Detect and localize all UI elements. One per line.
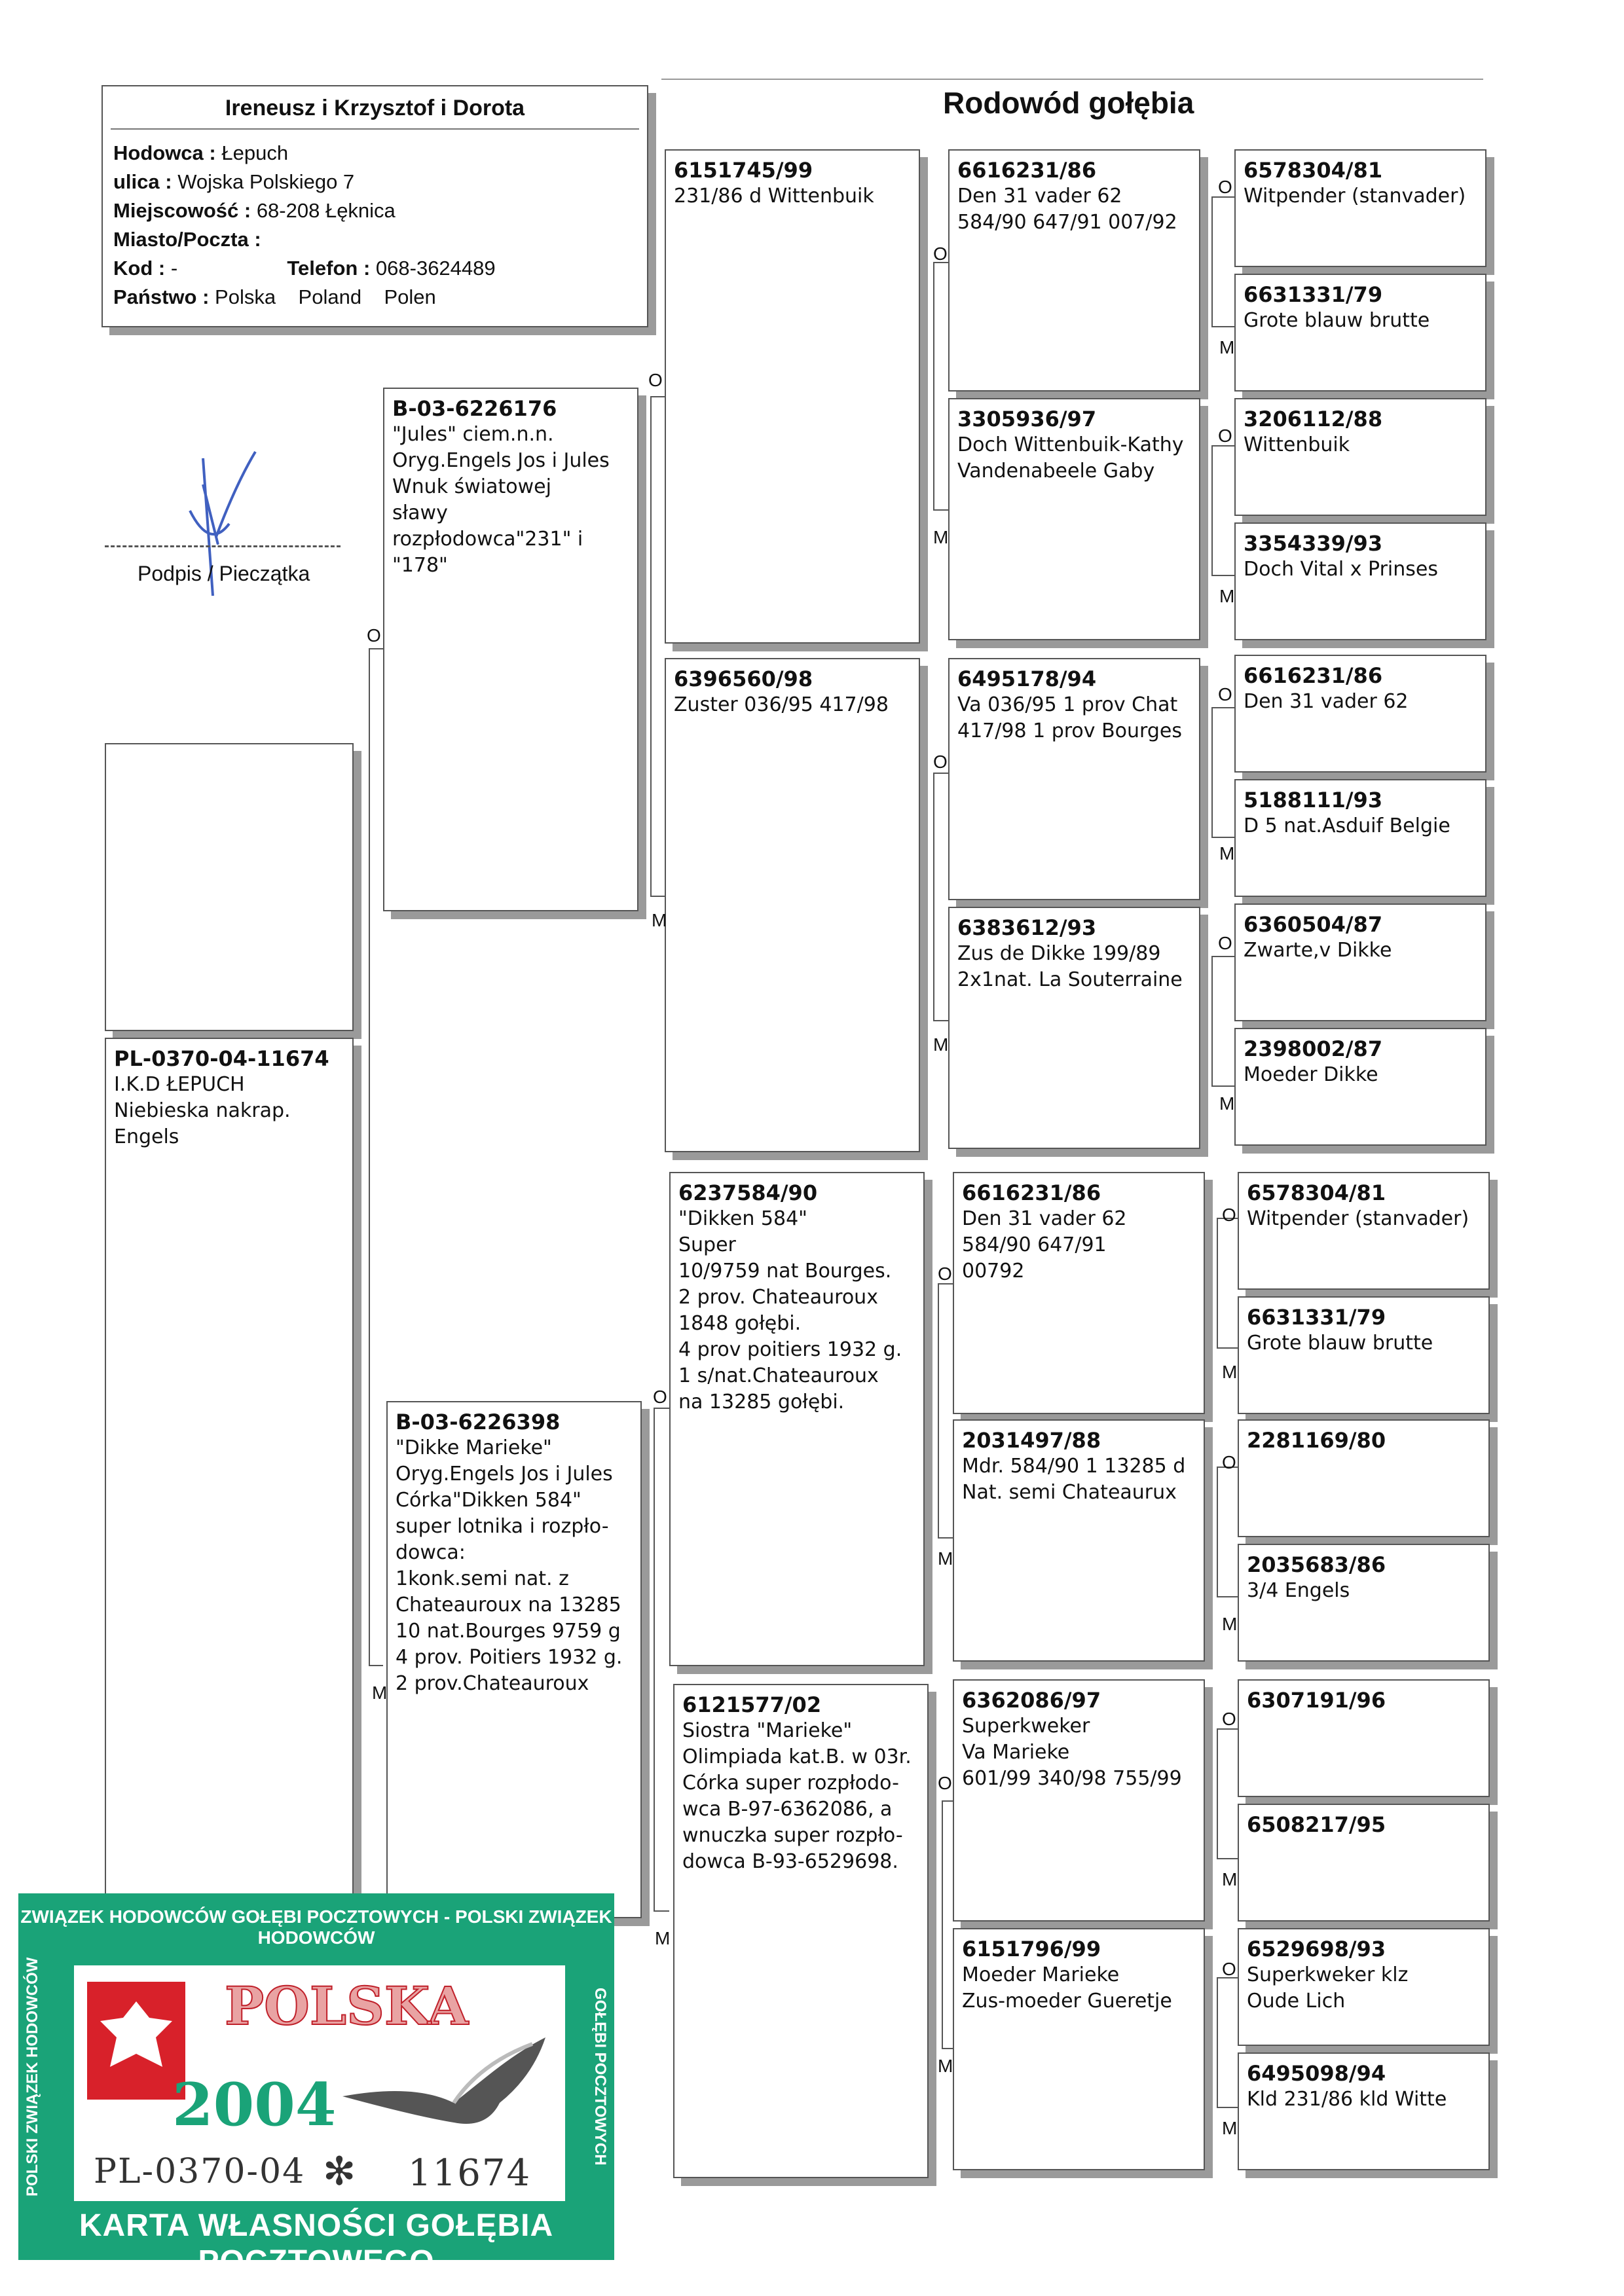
connector-gen2-2 [933,773,948,1021]
pigeon-description: Zwarte,v Dikke [1244,939,1392,962]
connector-gen3-8 [1217,1977,1238,2108]
card-side-right-text: GOŁĘBI POCZTOWYCH [591,1988,609,2166]
pigeon-description: Grote blauw brutte [1244,309,1430,332]
marker-o: O [938,1773,952,1793]
pigeon-description: Moeder Dikke [1244,1063,1378,1086]
panstwo-value: Polska Poland Polen [215,285,436,308]
ring-number: 6495098/94 [1247,2061,1386,2086]
connector-gen3-4 [1211,956,1234,1087]
gen4-box-12 [1238,1544,1490,1662]
marker-m: M [1222,2118,1238,2138]
gen3-box-7 [953,1679,1205,1922]
marker-m: M [933,527,949,547]
pigeon-description: 3/4 Engels [1247,1579,1350,1602]
ring-number: 6578304/81 [1247,1180,1386,1205]
card-country: POLSKA [225,1975,469,2037]
gen3-box-3 [948,658,1200,900]
pigeon-description: Doch Wittenbuik-Kathy Vandenabeele Gaby [957,433,1184,483]
marker-m: M [933,1034,949,1055]
title-rule [661,79,1483,80]
gen4-box-1 [1234,149,1486,267]
pigeon-description: Siostra "Marieke" Olimpiada kat.B. w 03r. Córka super rozpłodo- wca B-97-6362086, a wnuczka super rozpło- dowca B-93-6529698. [682,1719,912,1873]
pigeon-description: Den 31 vader 62 [1244,690,1409,713]
marker-o: O [938,1264,952,1284]
page-title: Rodowód gołębia [943,86,1194,120]
pigeon-description: "Jules" ciem.n.n. Oryg.Engels Jos i Jules Wnuk światowej sławy rozpłodowca"231" i "178" [392,423,610,577]
pigeon-description: Grote blauw brutte [1247,1332,1433,1355]
connector-gen2-4 [942,1800,953,2049]
ring-number: 2031497/88 [962,1428,1101,1453]
pigeon-description: Doch Vital x Prinses [1244,558,1438,581]
ring-number: 6151796/99 [962,1937,1101,1961]
ring-number: 6237584/90 [678,1180,818,1205]
pigeon-description: Moeder Marieke Zus-moeder Gueretje [962,1963,1172,2013]
pigeon-description: Witpender (stanvader) [1244,185,1466,208]
marker-o: O [1222,1959,1236,1979]
ring-number: 6360504/87 [1244,912,1383,937]
marker-m: M [1222,1362,1238,1382]
marker-m: M [1219,843,1235,864]
marker-m: M [938,2056,953,2076]
marker-m: M [655,1928,671,1948]
pigeon-description: Superkweker Va Marieke 601/99 340/98 755/99 [962,1715,1182,1790]
gen4-box-14 [1238,1804,1490,1922]
marker-o: O [1218,933,1232,953]
ring-number: 6383612/93 [957,915,1097,940]
pigeon-description: Witpender (stanvader) [1247,1207,1469,1230]
telefon-label: Telefon : [287,257,371,280]
ring-number: 6362086/97 [962,1688,1101,1713]
gen4-box-4 [1234,522,1486,640]
pigeon-description: 231/86 d Wittenbuik [674,185,874,208]
ownership-card [18,1893,614,2279]
ring-number: 6578304/81 [1244,158,1383,183]
marker-m: M [1219,1093,1235,1114]
ring-number: 6616231/86 [957,158,1097,183]
ring-number: 5188111/93 [1244,788,1383,812]
marker-o: O [1222,1452,1236,1472]
ring-number: 6616231/86 [962,1180,1101,1205]
gen2-box-1 [665,149,920,644]
ring-number: 6616231/86 [1244,663,1383,688]
ring-number: 6121577/02 [682,1692,822,1717]
gen4-box-13 [1238,1679,1490,1797]
ring-number: 3206112/88 [1244,407,1383,431]
kod-label: Kod : [113,257,166,280]
marker-m: M [652,910,667,930]
card-top-text: ZWIĄZEK HODOWCÓW GOŁĘBI POCZTOWYCH - POLSKI ZWIĄZEK HODOWCÓW [20,1906,612,1948]
pigeon-description: Den 31 vader 62 584/90 647/91 007/92 [957,185,1177,234]
gen4-box-8 [1234,1028,1486,1146]
miejscowosc-label: Miejscowość : [113,199,251,222]
gen3-box-8 [953,1928,1205,2170]
pigeon-description: Va 036/95 1 prov Chat 417/98 1 prov Bourges [957,693,1182,742]
gen3-box-2 [948,398,1200,640]
ulica-label: ulica : [113,170,172,193]
connector-dam [654,1408,669,1912]
miejscowosc-value: 68-208 Łęknica [256,199,396,222]
ring-number: PL-0370-04-11674 [114,1046,329,1071]
marker-m: M [1222,1869,1238,1889]
marker-o: O [653,1387,667,1407]
ring-number: 6508217/95 [1247,1812,1386,1837]
pigeon-description: Zus de Dikke 199/89 2x1nat. La Souterraine [957,942,1183,991]
marker-m: M [1222,1614,1238,1634]
ring-number: 6631331/79 [1247,1305,1386,1330]
dam-box [386,1401,642,1918]
marker-m: M [1219,586,1235,606]
marker-o: O [1218,426,1232,446]
pigeon-description: D 5 nat.Asduif Belgie [1244,814,1450,837]
panstwo-label: Państwo : [113,285,210,308]
ring-number: B-03-6226176 [392,396,557,421]
pigeon-description: I.K.D ŁEPUCH Niebieska nakrap. Engels [114,1073,291,1148]
ring-number: 6307191/96 [1247,1688,1386,1713]
gen2-box-4 [673,1684,929,2178]
ring-number: 6529698/93 [1247,1937,1386,1961]
gen4-box-11 [1238,1419,1490,1537]
connector-gen2-3 [938,1283,953,1539]
marker-m: M [938,1548,953,1569]
pigeon-description: Zuster 036/95 417/98 [674,693,889,716]
ring-number: 6631331/79 [1244,282,1383,307]
marker-o: O [1218,177,1232,197]
gen4-box-15 [1238,1928,1490,2046]
gen4-box-9 [1238,1172,1490,1290]
kod-value: - [170,257,178,280]
connector-gen3-6 [1217,1467,1238,1597]
ring-number: 6495178/94 [957,666,1097,691]
pigeon-description: Den 31 vader 62 584/90 647/91 00792 [962,1207,1127,1283]
photo-placeholder [105,743,354,1031]
ring-number: 6396560/98 [674,666,813,691]
pigeon-description: Superkweker klz Oude Lich [1247,1963,1409,2013]
ring-number: 3354339/93 [1244,531,1383,556]
gen2-box-3 [669,1172,925,1666]
marker-o: O [933,244,948,264]
pigeon-description: Mdr. 584/90 1 13285 d Nat. semi Chateaurux [962,1455,1186,1504]
signature-label: Podpis / Pieczątka [138,562,310,585]
ring-number: 2035683/86 [1247,1552,1386,1577]
gen3-box-4 [948,907,1200,1149]
gen4-box-3 [1234,398,1486,516]
marker-o: O [1222,1709,1236,1729]
marker-m: M [1219,337,1235,357]
gen3-box-5 [953,1172,1205,1414]
breeder-info-box [101,85,648,327]
pigeon-description: "Dikken 584" Super 10/9759 nat Bourges. 2 prov. Chateauroux 1848 gołębi. 4 prov poitiers 1932 g. 1 s/nat.Chateauroux na 13285 gołębi. [678,1207,902,1413]
subject-pigeon-box [105,1038,354,1895]
ring-number: 6151745/99 [674,158,813,183]
gen2-box-2 [665,658,920,1152]
gen3-box-1 [948,149,1200,392]
marker-o: O [648,370,663,390]
sire-box [383,388,638,911]
marker-o: O [1222,1205,1236,1225]
ring-number: 3305936/97 [957,407,1097,431]
connector-gen3-5 [1217,1218,1238,1349]
signature-scribble-icon [177,445,275,615]
breeder-name: Ireneusz i Krzysztof i Dorota [111,86,639,130]
hodowca-label: Hodowca : [113,141,216,164]
card-side-left-text: POLSKI ZWIĄZEK HODOWCÓW [24,1957,41,2196]
gen4-box-2 [1234,274,1486,392]
card-bottom-text: KARTA WŁASNOŚCI GOŁĘBIA POCZTOWEGO [79,2208,554,2279]
ring-number: B-03-6226398 [396,1410,561,1434]
pigeon-icon [336,2024,552,2149]
connector-gen3-1 [1211,196,1234,327]
telefon-value: 068-3624489 [375,257,496,280]
pigeon-description: "Dikke Marieke" Oryg.Engels Jos i Jules Córka"Dikken 584" super lotnika i rozpło- dowca: 1konk.semi nat. z Chateauroux na 13285 10 nat.Bourges 9759 g 4 prov. Poitiers 1932 g. 2 prov.Chateauroux [396,1436,623,1695]
connector-sire [650,396,665,897]
card-number-suffix: 11674 [408,2152,532,2195]
card-year: 2004 [172,2070,337,2140]
miasto-label: Miasto/Poczta : [113,228,261,251]
star-icon: ✻ [323,2149,356,2193]
ring-number: 2398002/87 [1244,1036,1383,1061]
gen3-box-6 [953,1419,1205,1662]
connector-subject [369,648,383,1666]
hodowca-value: Łepuch [221,141,289,164]
gen4-box-7 [1234,903,1486,1021]
connector-gen2-1 [933,262,948,511]
marker-o: O [367,625,381,646]
pigeon-description: Wittenbuik [1244,433,1350,456]
gen4-box-6 [1234,779,1486,897]
marker-o: O [1218,684,1232,704]
connector-gen3-3 [1211,707,1234,838]
signature-line [105,545,341,547]
ulica-value: Wojska Polskiego 7 [177,170,355,193]
marker-o: O [933,752,948,772]
card-number-prefix: PL-0370-04 [94,2152,306,2191]
marker-m: M [372,1683,388,1703]
connector-gen3-2 [1211,445,1234,576]
gen4-box-5 [1234,655,1486,773]
polish-eagle-icon [87,1982,185,2100]
ring-number: 2281169/80 [1247,1428,1386,1453]
gen4-box-10 [1238,1296,1490,1414]
card-inner-panel [74,1965,565,2201]
gen4-box-16 [1238,2052,1490,2170]
pigeon-description: Kld 231/86 kld Witte [1247,2088,1447,2111]
connector-gen3-7 [1217,1728,1238,1859]
